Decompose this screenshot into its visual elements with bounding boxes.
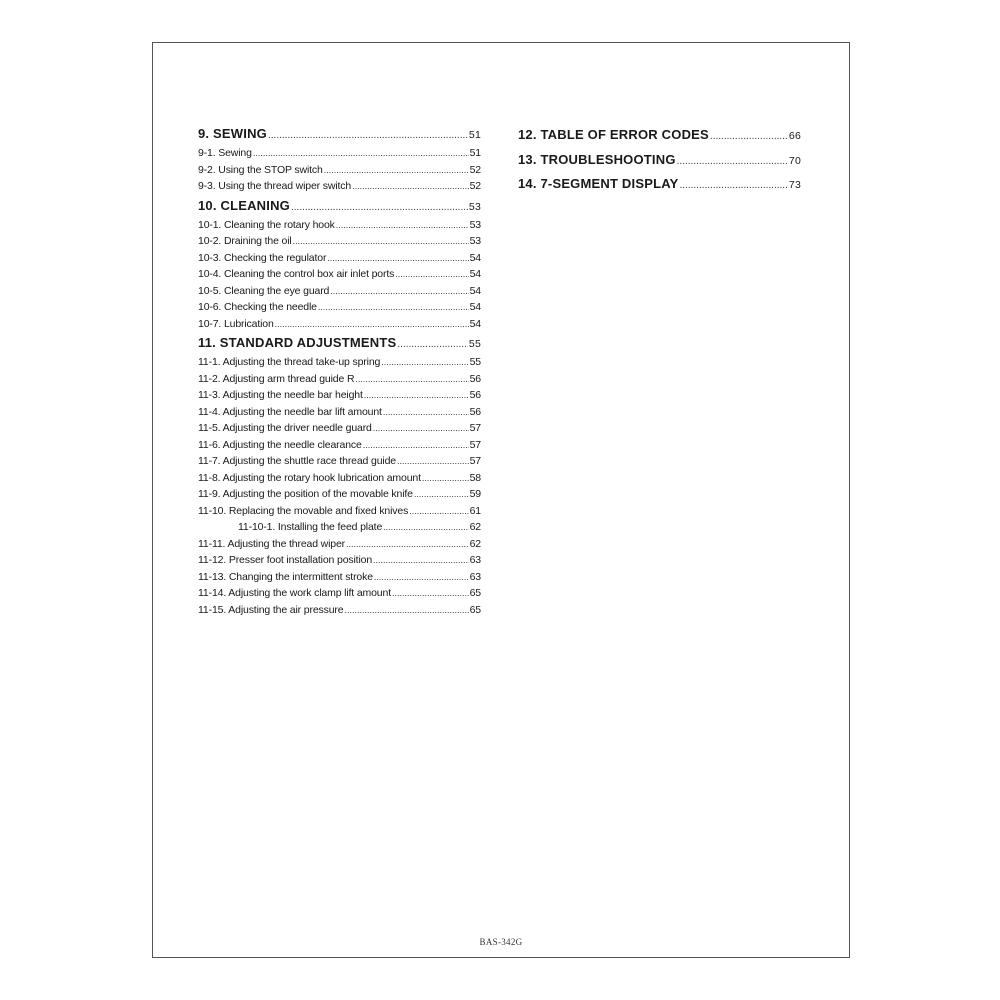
toc-page-number: 56 <box>469 389 481 401</box>
toc-leader-dots <box>344 602 468 619</box>
toc-page-number: 59 <box>469 488 481 500</box>
toc-leader-dots <box>397 334 468 356</box>
toc-section-entry <box>198 332 481 354</box>
toc-subsection-entry <box>198 387 481 404</box>
toc-leader-dots <box>374 569 469 586</box>
toc-page-number: 51 <box>468 129 481 141</box>
toc-leader-dots <box>352 178 469 195</box>
toc-entry-title: 9-1. Sewing <box>198 147 252 159</box>
toc-page-number: 54 <box>469 284 481 297</box>
toc-page-number: 55 <box>469 356 481 368</box>
toc-subsection-entry <box>198 486 481 503</box>
toc-subsection-entry <box>198 283 481 300</box>
toc-entry-title: 11-2. Adjusting arm thread guide R <box>198 372 355 385</box>
toc-leader-dots <box>397 453 469 470</box>
toc-page-number: 65 <box>469 587 481 599</box>
toc-leader-dots <box>677 150 788 175</box>
toc-entry-title: 10-7. Lubrication <box>198 317 274 330</box>
toc-entry-title: 10-6. Checking the needle <box>198 301 317 313</box>
toc-page-number: 55 <box>468 338 481 350</box>
toc-subsection-entry <box>198 453 481 470</box>
toc-leader-dots <box>253 145 469 162</box>
toc-page-number: 73 <box>788 179 801 191</box>
toc-page-number: 63 <box>469 554 481 566</box>
toc-entry-title: 9-2. Using the STOP switch <box>198 163 323 176</box>
toc-leader-dots <box>414 486 469 503</box>
toc-page-number: 57 <box>469 438 481 451</box>
toc-entry-title: 14. 7-SEGMENT DISPLAY <box>518 176 679 191</box>
toc-subsection-entry <box>198 266 481 283</box>
toc-subsection-entry <box>198 552 481 569</box>
toc-subsection-entry <box>198 299 481 316</box>
toc-subsection-entry <box>198 404 481 421</box>
toc-entry-title: 11-9. Adjusting the position of the movable knife <box>198 488 413 500</box>
toc-leader-dots <box>268 125 468 147</box>
toc-entry-title: 11-14. Adjusting the work clamp lift amount <box>198 587 391 599</box>
toc-page-number: 53 <box>469 235 481 247</box>
toc-leader-dots <box>383 519 468 536</box>
toc-leader-dots <box>363 437 469 454</box>
toc-left-column <box>198 123 481 618</box>
toc-subsection-entry <box>198 354 481 371</box>
toc-entry-title: 11-6. Adjusting the needle clearance <box>198 438 362 451</box>
toc-subsection-entry <box>198 536 481 553</box>
toc-subsection-entry <box>198 470 481 487</box>
toc-entry-title: 13. TROUBLESHOOTING <box>518 151 676 167</box>
toc-entry-title: 12. TABLE OF ERROR CODES <box>518 127 709 142</box>
toc-page-number: 62 <box>469 537 481 550</box>
toc-subsection-entry <box>198 178 481 195</box>
toc-page-number: 53 <box>468 200 481 213</box>
toc-right-column <box>518 123 801 197</box>
toc-page-number: 61 <box>469 504 481 517</box>
toc-leader-dots <box>336 217 469 234</box>
toc-page-number: 54 <box>469 301 481 313</box>
toc-page-number: 70 <box>788 154 801 167</box>
toc-leader-dots <box>422 470 469 487</box>
toc-section-entry <box>518 172 801 197</box>
toc-leader-dots <box>373 420 469 437</box>
toc-page-number: 51 <box>469 147 481 159</box>
toc-leader-dots <box>275 316 469 333</box>
toc-subsection-entry <box>198 420 481 437</box>
toc-leader-dots <box>346 536 469 553</box>
toc-leader-dots <box>327 250 468 267</box>
toc-entry-title: 11-4. Adjusting the needle bar lift amount <box>198 405 382 418</box>
toc-subsection-entry <box>198 437 481 454</box>
toc-leader-dots <box>381 354 468 371</box>
toc-subsection-entry <box>198 233 481 250</box>
toc-entry-title: 11-11. Adjusting the thread wiper <box>198 537 346 550</box>
toc-page-number: 52 <box>469 180 481 192</box>
toc-leader-dots <box>318 299 469 316</box>
toc-subsection-entry <box>198 519 481 536</box>
toc-section-entry <box>518 123 801 148</box>
toc-page-number: 56 <box>469 372 481 385</box>
toc-subsection-entry <box>198 585 481 602</box>
toc-entry-title: 10-5. Cleaning the eye guard <box>198 284 330 297</box>
toc-entry-title: 9. SEWING <box>198 126 267 141</box>
toc-subsection-entry <box>198 569 481 586</box>
toc-page-number: 57 <box>469 422 481 434</box>
page-footer-model: BAS-342G <box>479 937 523 947</box>
toc-subsection-entry <box>198 145 481 162</box>
toc-entry-title: 11-13. Changing the intermittent stroke <box>198 570 373 583</box>
toc-leader-dots <box>330 283 468 300</box>
toc-leader-dots <box>373 552 469 569</box>
toc-entry-title: 10-2. Draining the oil <box>198 235 292 247</box>
toc-leader-dots <box>383 404 469 421</box>
document-page <box>152 42 850 958</box>
toc-entry-title: 11-12. Presser foot installation position <box>198 554 373 566</box>
toc-leader-dots <box>364 387 469 404</box>
toc-leader-dots <box>293 233 469 250</box>
toc-section-entry <box>518 148 801 173</box>
toc-leader-dots <box>680 174 788 199</box>
toc-subsection-entry <box>198 602 481 619</box>
toc-leader-dots <box>291 197 468 219</box>
toc-entry-title: 11-5. Adjusting the driver needle guard <box>198 422 372 434</box>
toc-page-number: 52 <box>469 163 481 176</box>
toc-subsection-entry <box>198 316 481 333</box>
toc-entry-title: 11-1. Adjusting the thread take-up spring <box>198 356 381 368</box>
toc-page-number: 54 <box>469 251 481 264</box>
toc-page-number: 63 <box>469 570 481 583</box>
toc-entry-title: 11-10. Replacing the movable and fixed knives <box>198 504 409 517</box>
toc-entry-title: 11-3. Adjusting the needle bar height <box>198 389 363 401</box>
toc-subsection-entry <box>198 371 481 388</box>
toc-page-number: 56 <box>469 405 481 418</box>
toc-page-number: 65 <box>469 603 481 616</box>
toc-subsection-entry <box>198 503 481 520</box>
toc-entry-title: 10-3. Checking the regulator <box>198 251 327 264</box>
toc-subsection-entry <box>198 162 481 179</box>
toc-entry-title: 9-3. Using the thread wiper switch <box>198 180 352 192</box>
toc-page-number: 58 <box>469 471 481 484</box>
toc-leader-dots <box>409 503 468 520</box>
toc-leader-dots <box>395 266 468 283</box>
toc-page-number: 53 <box>469 218 481 231</box>
toc-page-number: 57 <box>469 455 481 467</box>
toc-subsection-entry <box>198 250 481 267</box>
toc-entry-title: 11-7. Adjusting the shuttle race thread guide <box>198 455 396 467</box>
toc-entry-title: 11-15. Adjusting the air pressure <box>198 603 344 616</box>
toc-section-entry <box>198 123 481 145</box>
toc-entry-title: 10-4. Cleaning the control box air inlet ports <box>198 268 395 280</box>
toc-leader-dots <box>324 162 469 179</box>
toc-entry-title: 11. STANDARD ADJUSTMENTS <box>198 335 397 350</box>
toc-page-number: 62 <box>469 521 481 533</box>
toc-page-number: 54 <box>469 317 481 330</box>
toc-leader-dots <box>710 125 788 150</box>
toc-page-number: 66 <box>788 130 801 142</box>
toc-entry-title: 11-10-1. Installing the feed plate <box>238 521 383 533</box>
toc-leader-dots <box>392 585 469 602</box>
toc-entry-title: 10-1. Cleaning the rotary hook <box>198 218 335 231</box>
toc-entry-title: 11-8. Adjusting the rotary hook lubrication amount <box>198 471 421 484</box>
toc-subsection-entry <box>198 217 481 234</box>
toc-entry-title: 10. CLEANING <box>198 197 290 213</box>
toc-section-entry <box>198 195 481 217</box>
toc-page-number: 54 <box>469 268 481 280</box>
toc-leader-dots <box>355 371 468 388</box>
